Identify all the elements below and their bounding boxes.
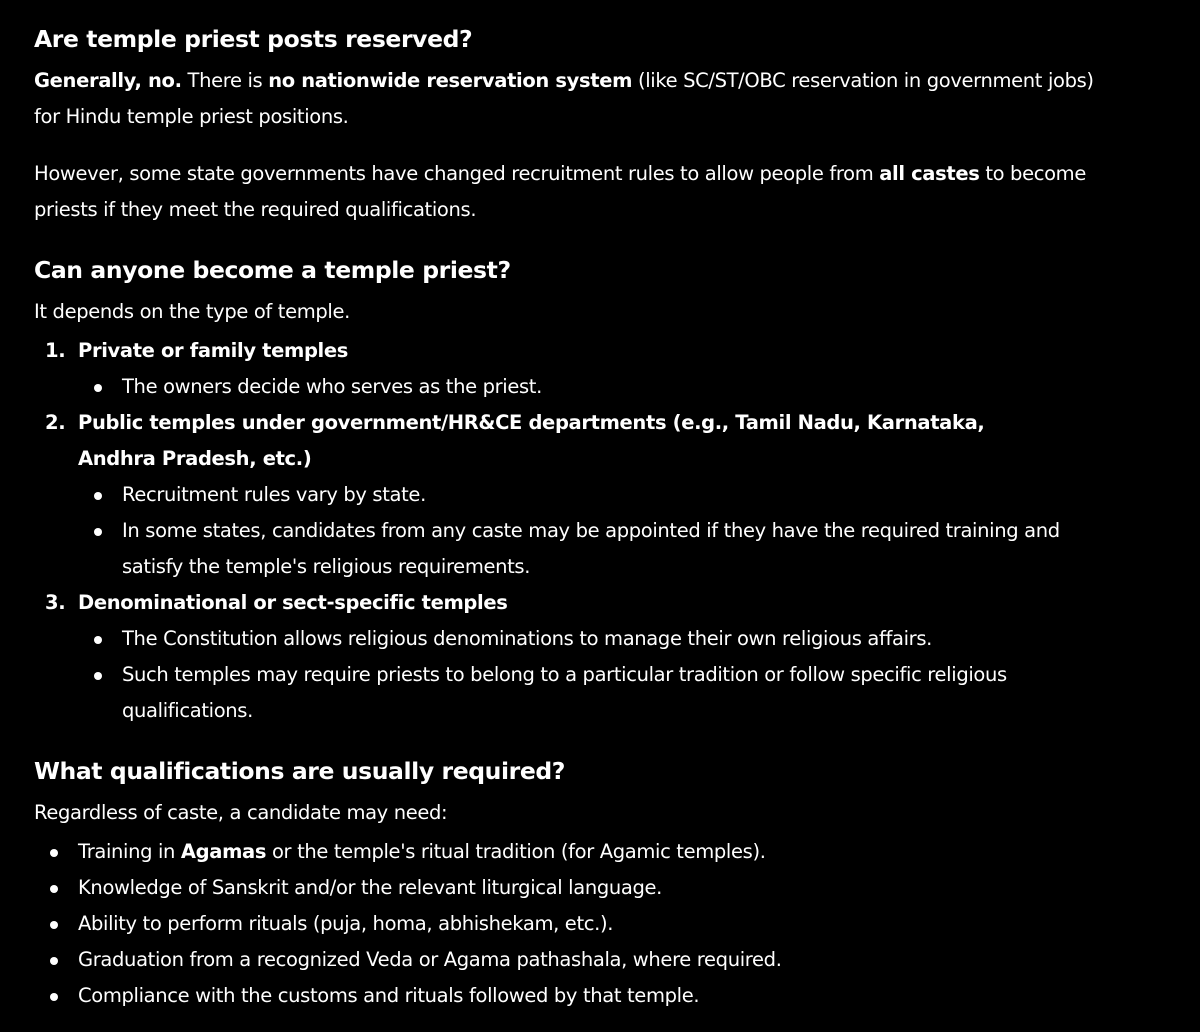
list-item-public [34,405,1124,585]
paragraph-state-rules: However, some state governments have changed recruitment rules to allow people from all castes to become priests if they meet the required qualifications. [34,162,1086,221]
bold-all-castes: all castes [879,162,980,185]
bullet-item: The Constitution allows religious denominations to manage their own religious affairs. [78,621,1124,657]
heading-anyone: Can anyone become a temple priest? [34,256,511,284]
heading-qualifications: What qualifications are usually required? [34,757,566,785]
sub-bullet-list [78,621,1124,729]
bullet-item-agamas: Training in Agamas or the temple's ritual tradition (for Agamic temples). [34,834,1124,870]
qualifications-list [34,834,1124,1014]
heading-reserved: Are temple priest posts reserved? [34,25,473,53]
bullet-item: In some states, candidates from any caste may be appointed if they have the required training and satisfy the temple's religious requirements. [78,513,1124,585]
list-item-private [34,333,1124,405]
paragraph-regardless: Regardless of caste, a candidate may need: [34,801,448,824]
sub-bullet-list [78,369,1124,405]
list-item-denominational [34,585,1124,729]
bullet-item-compliance: Compliance with the customs and rituals followed by that temple. [34,978,1124,1014]
bold-generally-no: Generally, no. [34,69,182,92]
list-item-title: Denominational or sect-specific temples [78,591,508,614]
list-item-title: Private or family temples [78,339,349,362]
bullet-item: Such temples may require priests to belong to a particular tradition or follow specific religious qualifications. [78,657,1124,729]
list-item-title: Public temples under government/HR&CE departments (e.g., Tamil Nadu, Karnataka, Andhra Pradesh, etc.) [78,411,985,470]
bullet-item: The owners decide who serves as the priest. [78,369,1124,405]
sub-bullet-list [78,477,1124,585]
temple-types-list [34,333,1124,729]
paragraph-depends: It depends on the type of temple. [34,300,350,323]
bullet-item-rituals: Ability to perform rituals (puja, homa, abhishekam, etc.). [34,906,1124,942]
bullet-item: Recruitment rules vary by state. [78,477,1124,513]
list-number: 2. [45,411,66,434]
list-number: 1. [45,339,66,362]
bold-no-nationwide: no nationwide reservation system [268,69,633,92]
paragraph-reserved-answer: Generally, no. There is no nationwide reservation system (like SC/ST/OBC reservation in government jobs) for Hindu temple priest positions. [34,69,1094,128]
bullet-item-graduation: Graduation from a recognized Veda or Agama pathashala, where required. [34,942,1124,978]
bold-agamas: Agamas [180,840,267,863]
list-number: 3. [45,591,66,614]
bullet-item-sanskrit: Knowledge of Sanskrit and/or the relevant liturgical language. [34,870,1124,906]
